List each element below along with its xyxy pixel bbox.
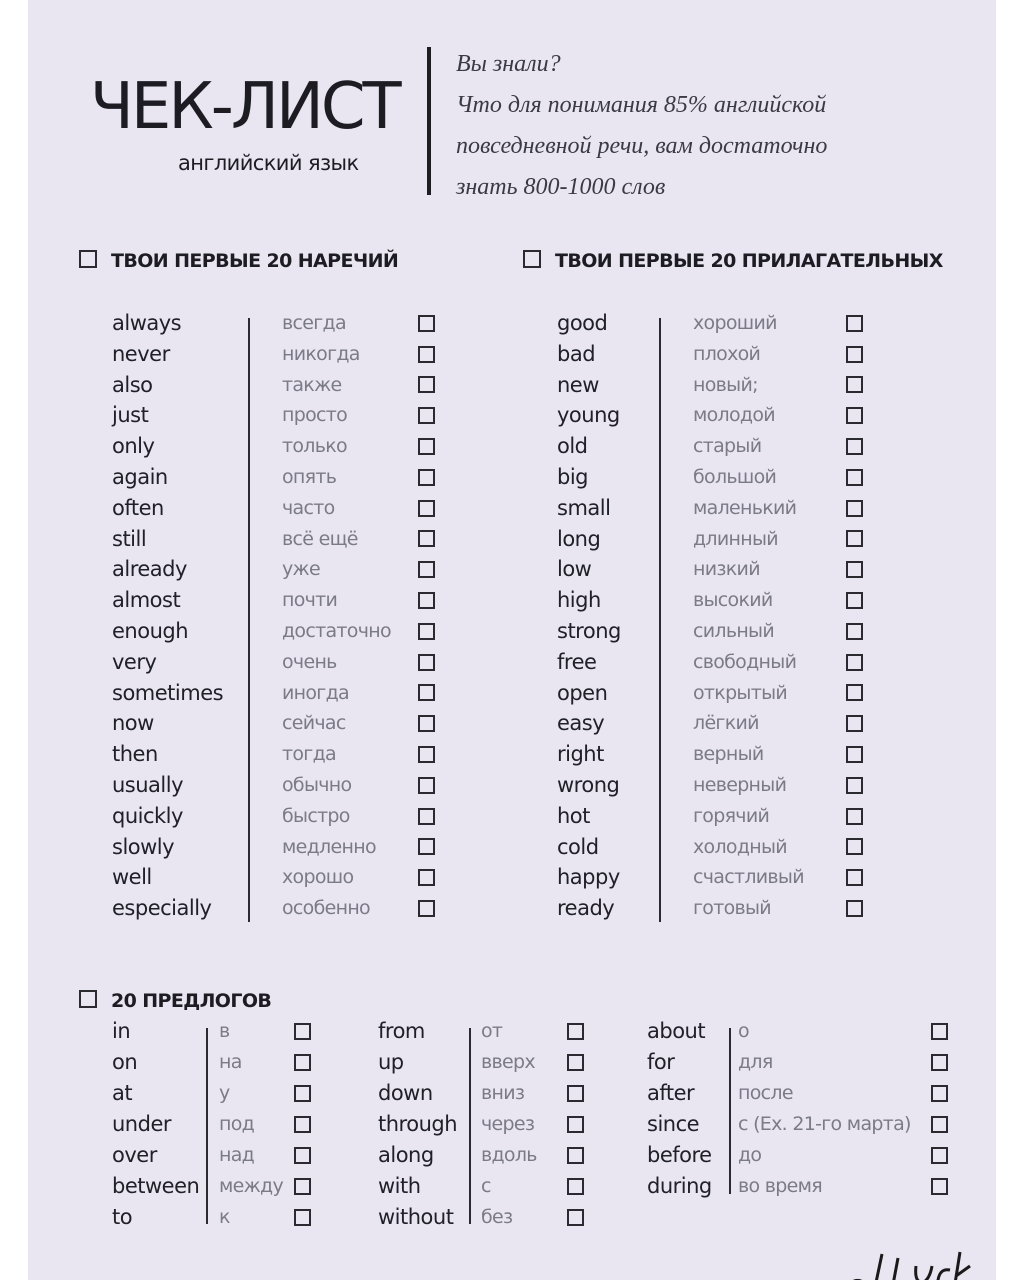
adverb-word: still: [112, 526, 147, 551]
adjective-translation: маленький: [693, 496, 797, 519]
adjective-checkbox-cell: [846, 678, 863, 709]
preposition-checkbox[interactable]: [567, 1116, 584, 1133]
preposition-checkbox-cell: [567, 1016, 584, 1047]
adjective-translation: плохой: [693, 342, 761, 365]
preposition-checkbox-cell: [567, 1140, 584, 1171]
adverb-checkbox[interactable]: [418, 407, 435, 424]
adverb-word: only: [112, 434, 155, 459]
adverb-checkbox-cell: [418, 493, 435, 524]
adjective-checkbox-cell: [846, 647, 863, 678]
adverb-word: just: [112, 403, 149, 428]
prepositions-col2-english: [378, 1016, 457, 1233]
adjective-checkbox-cell: [846, 801, 863, 832]
preposition-word: to: [112, 1205, 133, 1229]
preposition-checkbox[interactable]: [567, 1178, 584, 1195]
preposition-word: with: [378, 1174, 421, 1198]
adverb-checkbox-cell: [418, 524, 435, 555]
preposition-checkbox-cell: [931, 1171, 948, 1202]
preposition-word: over: [112, 1143, 157, 1167]
preposition-checkbox-cell: [567, 1078, 584, 1109]
adjective-checkbox[interactable]: [846, 315, 863, 332]
adjective-translation: старый: [693, 435, 762, 458]
preposition-checkbox[interactable]: [567, 1054, 584, 1071]
adjective-translation: длинный: [693, 527, 778, 550]
adjective-translation: сильный: [693, 619, 775, 642]
adjective-checkbox[interactable]: [846, 376, 863, 393]
adverb-word: almost: [112, 588, 181, 613]
adverb-checkbox-cell: [418, 431, 435, 462]
adverb-checkbox-cell: [418, 554, 435, 585]
preposition-word: after: [647, 1081, 695, 1105]
adjective-word: free: [557, 649, 597, 674]
adverb-word: already: [112, 557, 187, 582]
adverb-translation: часто: [282, 496, 335, 519]
preposition-checkbox[interactable]: [294, 1147, 311, 1164]
preposition-translation: во время: [738, 1175, 822, 1197]
adverb-translation: просто: [282, 404, 348, 427]
prepositions-section-checkbox[interactable]: [79, 990, 97, 1008]
preposition-checkbox[interactable]: [931, 1023, 948, 1040]
adjective-checkbox-cell: [846, 493, 863, 524]
preposition-word: along: [378, 1143, 434, 1167]
preposition-checkbox[interactable]: [294, 1085, 311, 1102]
adjective-checkbox[interactable]: [846, 438, 863, 455]
adjective-checkbox-cell: [846, 524, 863, 555]
adverb-word: usually: [112, 772, 184, 797]
preposition-translation: на: [219, 1051, 242, 1073]
preposition-checkbox-cell: [567, 1047, 584, 1078]
preposition-translation: у: [219, 1082, 230, 1104]
adjective-checkbox-cell: [846, 462, 863, 493]
adverb-translation: очень: [282, 650, 337, 673]
adjective-checkbox[interactable]: [846, 777, 863, 794]
adverb-checkbox-cell: [418, 893, 435, 924]
adjective-checkbox[interactable]: [846, 346, 863, 363]
preposition-checkbox-cell: [294, 1109, 311, 1140]
adjectives-checkbox-column: [846, 308, 863, 924]
adjective-checkbox[interactable]: [846, 746, 863, 763]
adjective-translation: лёгкий: [693, 712, 759, 735]
fact-line: повседневной речи, вам достаточно: [456, 133, 828, 159]
fact-line: знать 800-1000 слов: [456, 174, 666, 200]
preposition-word: up: [378, 1050, 404, 1074]
adjective-translation: горячий: [693, 804, 770, 827]
preposition-checkbox[interactable]: [294, 1054, 311, 1071]
adjective-word: right: [557, 742, 604, 767]
adverb-checkbox-cell: [418, 462, 435, 493]
adjective-checkbox-cell: [846, 832, 863, 863]
preposition-translation: без: [481, 1206, 513, 1228]
preposition-translation: под: [219, 1113, 255, 1135]
adverb-word: now: [112, 711, 154, 736]
preposition-checkbox-cell: [294, 1047, 311, 1078]
adverb-checkbox-cell: [418, 616, 435, 647]
adjective-word: long: [557, 526, 601, 551]
adjectives-russian-column: [693, 308, 804, 924]
prepositions-col3-checkboxes: [931, 1016, 948, 1202]
page-title: ЧЕК-ЛИСТ: [90, 70, 399, 144]
adjective-word: new: [557, 372, 599, 397]
adverb-word: enough: [112, 618, 189, 643]
adverb-word: also: [112, 372, 153, 397]
preposition-checkbox[interactable]: [931, 1147, 948, 1164]
adverb-checkbox-cell: [418, 739, 435, 770]
adjective-translation: большой: [693, 465, 777, 488]
adjective-checkbox[interactable]: [846, 869, 863, 886]
preposition-word: during: [647, 1174, 712, 1198]
preposition-checkbox[interactable]: [931, 1116, 948, 1133]
adverb-word: very: [112, 649, 157, 674]
preposition-word: in: [112, 1019, 131, 1043]
preposition-checkbox[interactable]: [931, 1178, 948, 1195]
adjective-checkbox[interactable]: [846, 900, 863, 917]
adjectives-heading-label: ТВОИ ПЕРВЫЕ 20 ПРИЛАГАТЕЛЬНЫХ: [555, 250, 943, 272]
adverb-word: often: [112, 495, 164, 520]
adverb-translation: опять: [282, 465, 337, 488]
preposition-translation: вниз: [481, 1082, 525, 1104]
adjective-word: cold: [557, 834, 599, 859]
adverb-checkbox-cell: [418, 770, 435, 801]
adverbs-divider: [248, 318, 250, 922]
adjective-word: wrong: [557, 772, 620, 797]
adverb-checkbox[interactable]: [418, 315, 435, 332]
preposition-translation: после: [738, 1082, 793, 1104]
preposition-word: at: [112, 1081, 133, 1105]
preposition-checkbox-cell: [931, 1109, 948, 1140]
adjective-checkbox-cell: [846, 585, 863, 616]
preposition-translation: с: [481, 1175, 491, 1197]
fact-line: Вы знали?: [456, 51, 561, 77]
preposition-checkbox-cell: [294, 1016, 311, 1047]
adverb-checkbox[interactable]: [418, 869, 435, 886]
page-subtitle: английский язык: [178, 151, 359, 175]
adjective-checkbox-cell: [846, 554, 863, 585]
adjective-checkbox-cell: [846, 862, 863, 893]
adverb-translation: также: [282, 373, 342, 396]
adverb-translation: медленно: [282, 835, 376, 858]
adjective-translation: низкий: [693, 558, 760, 581]
adverb-checkbox[interactable]: [418, 530, 435, 547]
adverb-translation: почти: [282, 589, 338, 612]
adverb-translation: уже: [282, 558, 320, 581]
preposition-translation: к: [219, 1206, 230, 1228]
adjective-checkbox[interactable]: [846, 530, 863, 547]
adjective-checkbox-cell: [846, 400, 863, 431]
adverbs-section-checkbox[interactable]: [79, 250, 97, 268]
adjectives-english-column: [557, 308, 621, 924]
adverb-translation: иногда: [282, 681, 349, 704]
adverb-checkbox[interactable]: [418, 469, 435, 486]
adverb-checkbox-cell: [418, 370, 435, 401]
preposition-word: down: [378, 1081, 433, 1105]
adverb-word: never: [112, 341, 170, 366]
adverb-checkbox[interactable]: [418, 654, 435, 671]
prepositions-col3-divider: [729, 1028, 731, 1194]
adjective-word: happy: [557, 865, 620, 890]
adjective-word: low: [557, 557, 592, 582]
preposition-translation: в: [219, 1020, 230, 1042]
adverb-translation: только: [282, 435, 347, 458]
preposition-checkbox-cell: [294, 1171, 311, 1202]
adverb-checkbox[interactable]: [418, 438, 435, 455]
adverb-word: again: [112, 464, 168, 489]
preposition-translation: между: [219, 1175, 284, 1197]
adverb-word: well: [112, 865, 152, 890]
preposition-word: since: [647, 1112, 700, 1136]
adjective-translation: новый;: [693, 373, 758, 396]
adverb-checkbox[interactable]: [418, 838, 435, 855]
adverb-checkbox-cell: [418, 585, 435, 616]
adjective-checkbox[interactable]: [846, 407, 863, 424]
adverb-checkbox[interactable]: [418, 376, 435, 393]
adverb-checkbox[interactable]: [418, 746, 435, 763]
adverb-checkbox[interactable]: [418, 900, 435, 917]
adjective-word: old: [557, 434, 588, 459]
adjective-translation: холодный: [693, 835, 787, 858]
preposition-word: under: [112, 1112, 172, 1136]
adverb-checkbox-cell: [418, 400, 435, 431]
preposition-word: between: [112, 1174, 200, 1198]
prepositions-heading-label: 20 ПРЕДЛОГОВ: [111, 990, 272, 1012]
preposition-checkbox[interactable]: [567, 1023, 584, 1040]
preposition-translation: вдоль: [481, 1144, 537, 1166]
preposition-translation: от: [481, 1020, 503, 1042]
adverb-word: sometimes: [112, 680, 224, 705]
preposition-checkbox-cell: [294, 1140, 311, 1171]
fact-line: Что для понимания 85% английской: [456, 92, 827, 118]
adjective-word: ready: [557, 896, 615, 921]
adjective-word: good: [557, 311, 608, 335]
adverb-translation: хорошо: [282, 866, 354, 889]
adjective-word: strong: [557, 618, 621, 643]
adjective-checkbox-cell: [846, 893, 863, 924]
adverb-word: slowly: [112, 834, 175, 859]
prepositions-heading: [79, 990, 271, 1012]
adjectives-section-checkbox[interactable]: [523, 250, 541, 268]
adverb-translation: тогда: [282, 743, 336, 766]
adverb-checkbox-cell: [418, 862, 435, 893]
adverb-word: then: [112, 742, 158, 767]
adjective-translation: готовый: [693, 897, 771, 920]
adjective-translation: открытый: [693, 681, 788, 704]
preposition-translation: до: [738, 1144, 762, 1166]
adverbs-checkbox-column: [418, 308, 435, 924]
adverb-word: quickly: [112, 803, 183, 828]
fact-box: [456, 44, 976, 208]
preposition-checkbox-cell: [294, 1078, 311, 1109]
preposition-checkbox-cell: [567, 1202, 584, 1233]
preposition-checkbox[interactable]: [294, 1023, 311, 1040]
preposition-checkbox[interactable]: [294, 1209, 311, 1226]
preposition-checkbox-cell: [567, 1171, 584, 1202]
adjective-translation: молодой: [693, 404, 775, 427]
preposition-translation: через: [481, 1113, 535, 1135]
adverbs-heading-label: ТВОИ ПЕРВЫЕ 20 НАРЕЧИЙ: [111, 250, 399, 272]
adverb-translation: всё ещё: [282, 527, 358, 550]
preposition-word: for: [647, 1050, 675, 1074]
prepositions-col1-divider: [206, 1028, 208, 1224]
prepositions-col3-russian: [738, 1016, 911, 1202]
adjective-checkbox[interactable]: [846, 561, 863, 578]
adjective-checkbox[interactable]: [846, 500, 863, 517]
adverb-checkbox[interactable]: [418, 500, 435, 517]
preposition-checkbox[interactable]: [931, 1054, 948, 1071]
adjective-translation: высокий: [693, 589, 773, 612]
adjectives-divider: [659, 318, 661, 922]
preposition-translation: над: [219, 1144, 255, 1166]
adverb-checkbox[interactable]: [418, 684, 435, 701]
preposition-word: through: [378, 1112, 458, 1136]
preposition-word: from: [378, 1019, 425, 1043]
adjective-checkbox-cell: [846, 431, 863, 462]
adverb-checkbox[interactable]: [418, 777, 435, 794]
adverbs-heading: [79, 250, 398, 272]
adjectives-heading: [523, 250, 943, 272]
preposition-checkbox-cell: [931, 1047, 948, 1078]
adverb-translation: обычно: [282, 773, 352, 796]
adverb-translation: быстро: [282, 804, 350, 827]
adverb-translation: сейчас: [282, 712, 346, 735]
preposition-checkbox[interactable]: [931, 1085, 948, 1102]
adverbs-english-column: [112, 308, 223, 924]
adjective-checkbox[interactable]: [846, 623, 863, 640]
adverb-checkbox-cell: [418, 801, 435, 832]
adjective-translation: счастливый: [693, 866, 804, 889]
prepositions-col1-checkboxes: [294, 1016, 311, 1233]
preposition-checkbox-cell: [294, 1202, 311, 1233]
adjective-checkbox-cell: [846, 770, 863, 801]
adverb-translation: особенно: [282, 897, 370, 920]
preposition-checkbox-cell: [931, 1140, 948, 1171]
adjective-word: high: [557, 588, 601, 613]
adverbs-russian-column: [282, 308, 391, 924]
adjective-checkbox-cell: [846, 708, 863, 739]
adjective-translation: неверный: [693, 773, 787, 796]
preposition-checkbox-cell: [567, 1109, 584, 1140]
adverb-checkbox[interactable]: [418, 346, 435, 363]
preposition-word: on: [112, 1050, 138, 1074]
preposition-checkbox[interactable]: [294, 1178, 311, 1195]
preposition-checkbox[interactable]: [567, 1147, 584, 1164]
adjective-word: small: [557, 495, 611, 520]
adverb-translation: никогда: [282, 342, 360, 365]
adverb-translation: достаточно: [282, 619, 391, 642]
prepositions-col2-checkboxes: [567, 1016, 584, 1233]
preposition-word: without: [378, 1205, 454, 1229]
adjective-checkbox[interactable]: [846, 592, 863, 609]
adverb-checkbox-cell: [418, 678, 435, 709]
preposition-translation: с (Ex. 21-го марта): [738, 1113, 911, 1135]
preposition-translation: для: [738, 1051, 773, 1073]
preposition-word: about: [647, 1019, 706, 1043]
adjective-checkbox[interactable]: [846, 469, 863, 486]
adverb-word: especially: [112, 896, 212, 921]
preposition-checkbox[interactable]: [567, 1085, 584, 1102]
signature-drawing: [790, 1248, 980, 1280]
preposition-word: before: [647, 1143, 712, 1167]
preposition-checkbox-cell: [931, 1078, 948, 1109]
prepositions-col2-divider: [469, 1028, 471, 1224]
adjective-word: open: [557, 680, 608, 705]
adverb-translation: всегда: [282, 312, 346, 334]
adjective-checkbox-cell: [846, 339, 863, 370]
preposition-translation: о: [738, 1020, 749, 1042]
adverb-checkbox-cell: [418, 832, 435, 863]
adjective-word: hot: [557, 803, 590, 828]
adjective-checkbox[interactable]: [846, 808, 863, 825]
prepositions-col2-russian: [481, 1016, 537, 1233]
adjective-translation: хороший: [693, 312, 777, 334]
adverb-checkbox[interactable]: [418, 623, 435, 640]
adverb-checkbox-cell: [418, 308, 435, 339]
adverb-checkbox[interactable]: [418, 715, 435, 732]
adjective-checkbox-cell: [846, 739, 863, 770]
adjective-translation: верный: [693, 743, 764, 766]
adjective-word: big: [557, 464, 588, 489]
handwritten-signature: [790, 1248, 980, 1280]
adverb-checkbox[interactable]: [418, 561, 435, 578]
adjective-checkbox[interactable]: [846, 684, 863, 701]
adverb-checkbox-cell: [418, 708, 435, 739]
adjective-word: young: [557, 403, 620, 428]
adverb-checkbox-cell: [418, 647, 435, 678]
prepositions-col1-english: [112, 1016, 199, 1233]
adjective-checkbox[interactable]: [846, 838, 863, 855]
adverb-checkbox[interactable]: [418, 808, 435, 825]
adverb-checkbox-cell: [418, 339, 435, 370]
adjective-checkbox-cell: [846, 616, 863, 647]
preposition-checkbox[interactable]: [567, 1209, 584, 1226]
preposition-checkbox[interactable]: [294, 1116, 311, 1133]
adjective-checkbox[interactable]: [846, 654, 863, 671]
adjective-checkbox-cell: [846, 308, 863, 339]
preposition-checkbox-cell: [931, 1016, 948, 1047]
preposition-translation: вверх: [481, 1051, 535, 1073]
adjective-checkbox[interactable]: [846, 715, 863, 732]
prepositions-col3-english: [647, 1016, 712, 1202]
adjective-word: bad: [557, 341, 596, 366]
adjective-word: easy: [557, 711, 605, 736]
adjective-checkbox-cell: [846, 370, 863, 401]
adverb-word: always: [112, 311, 182, 335]
header-divider: [427, 47, 431, 195]
adjective-translation: свободный: [693, 650, 797, 673]
prepositions-col1-russian: [219, 1016, 283, 1233]
adverb-checkbox[interactable]: [418, 592, 435, 609]
